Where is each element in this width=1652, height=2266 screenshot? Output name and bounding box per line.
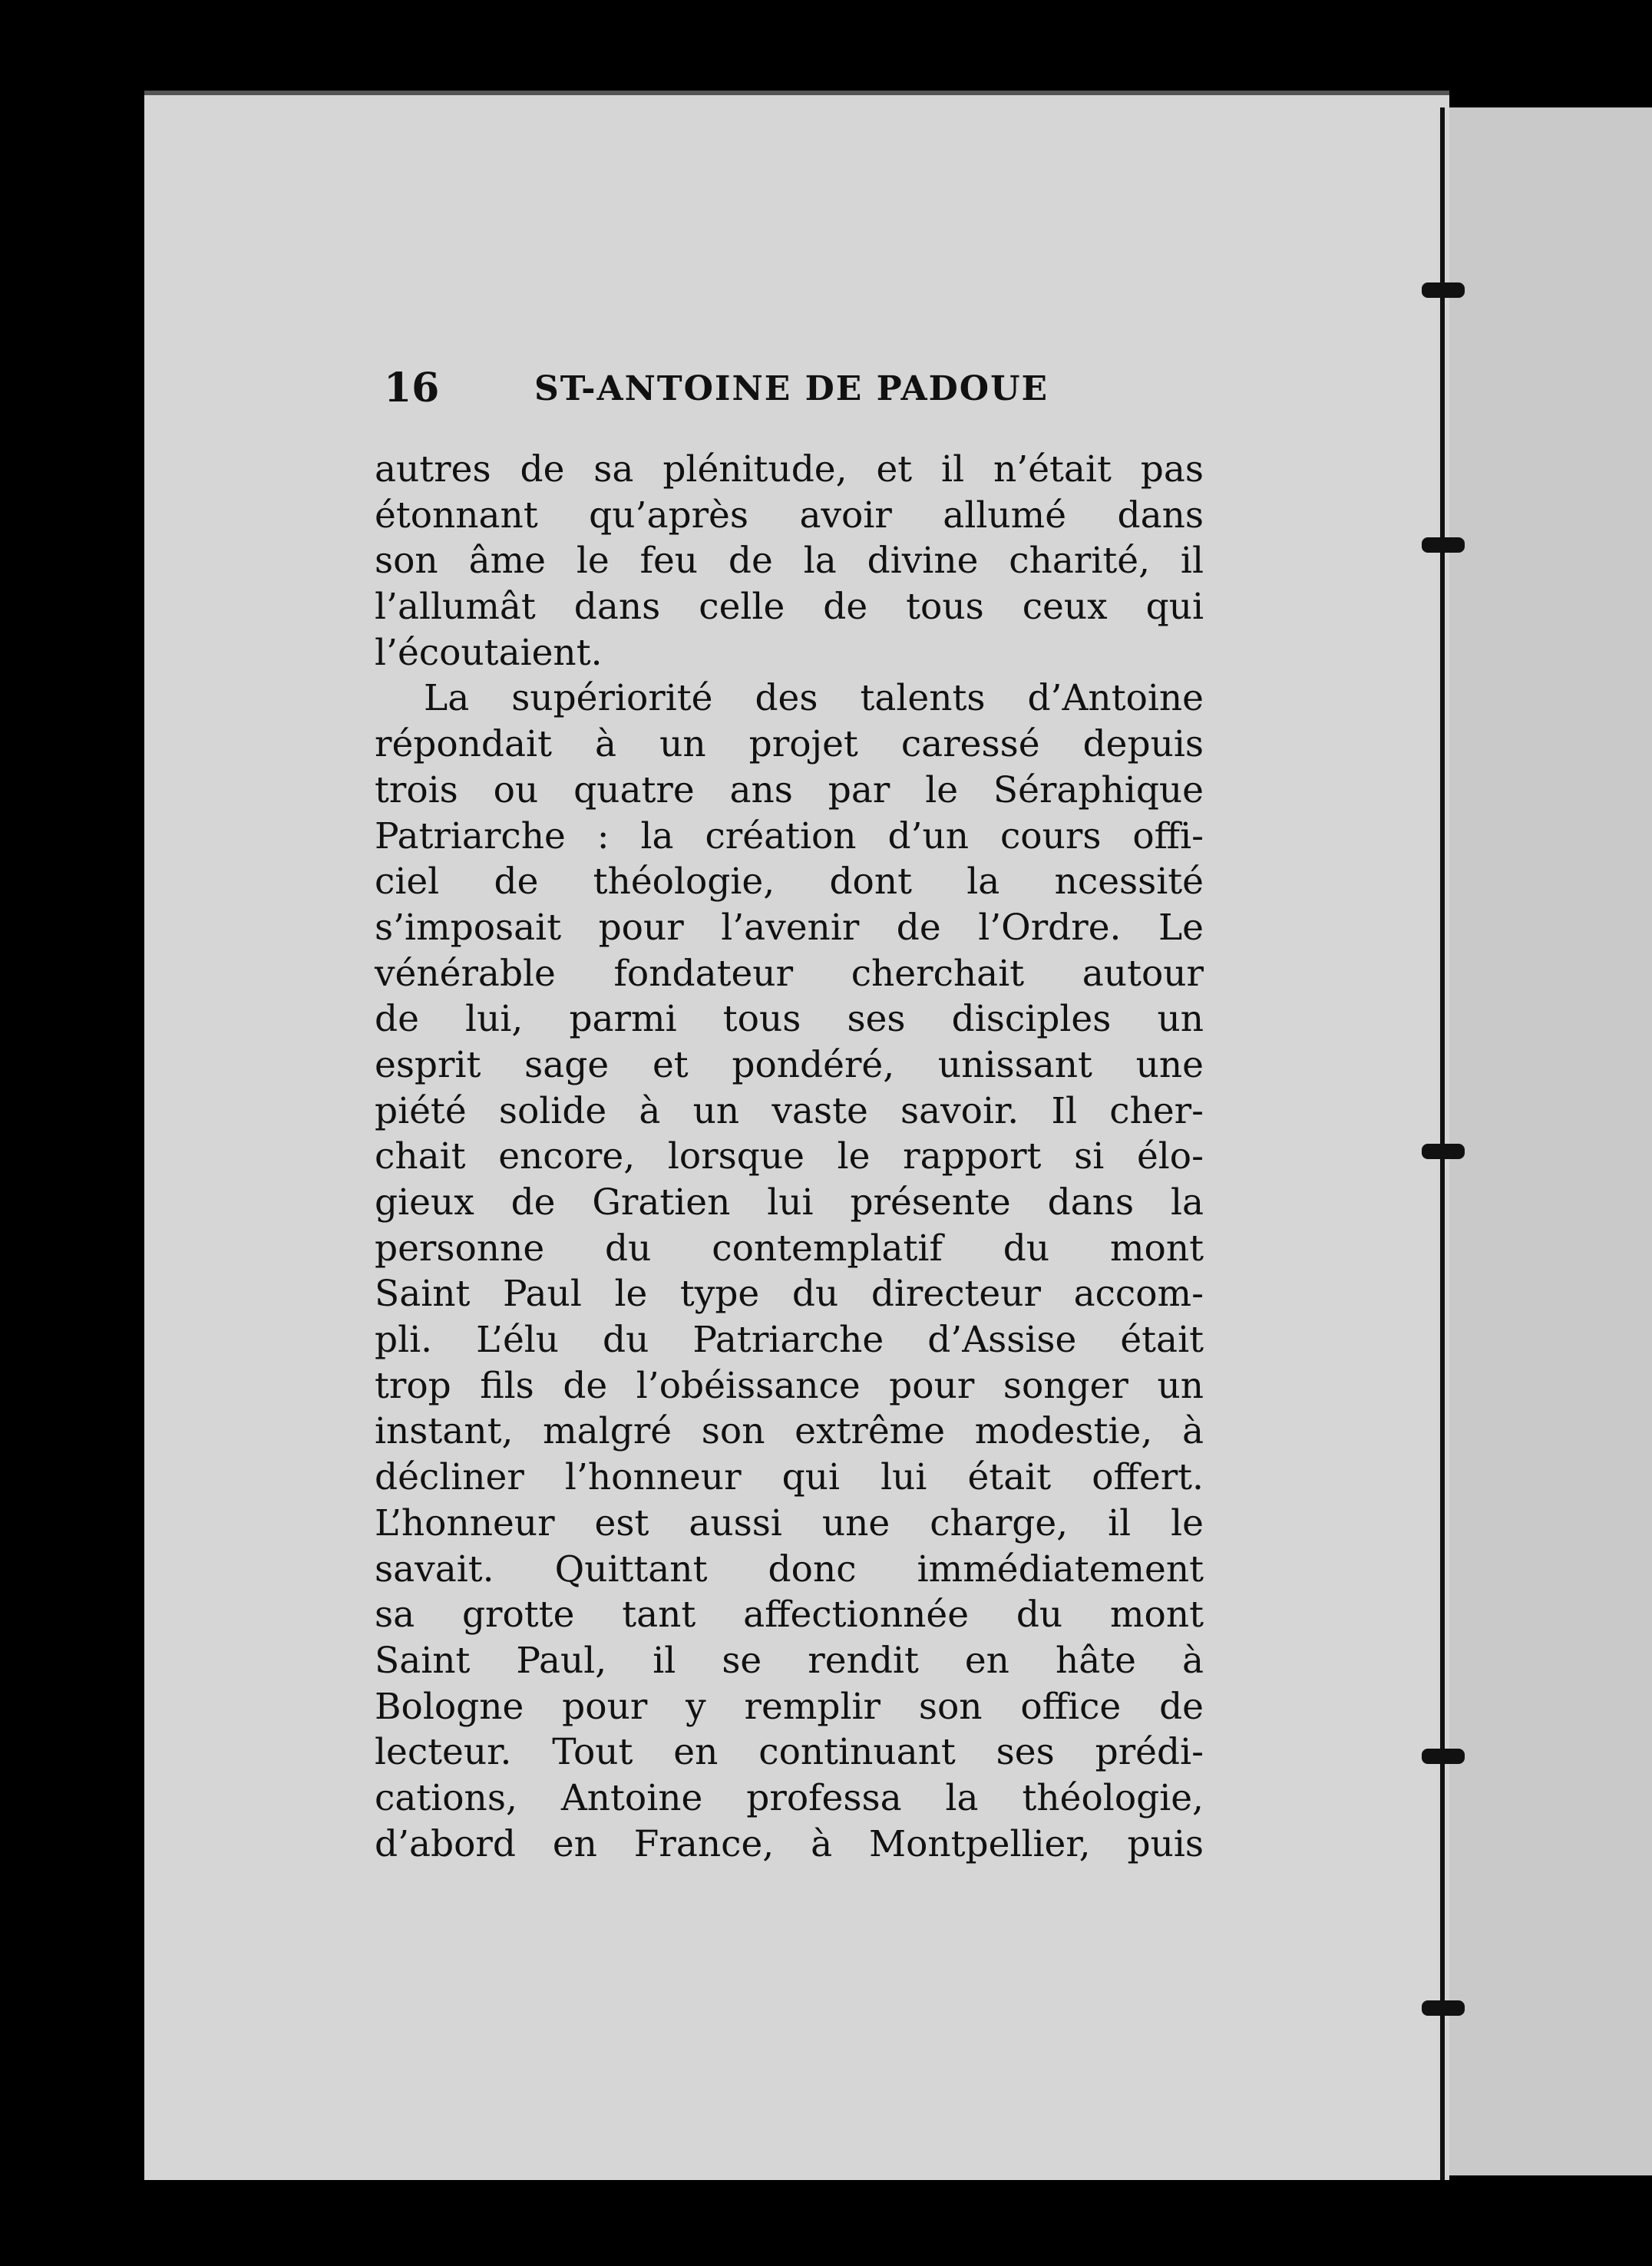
text-line: Patriarche : la création d’un cours offi-: [375, 814, 1204, 857]
text-line: étonnant qu’après avoir allumé dans: [375, 494, 1204, 537]
text-line: Bologne pour y remplir son office de: [375, 1685, 1204, 1728]
text-line: chait encore, lorsque le rapport si élo-: [375, 1135, 1204, 1178]
text-line: personne du contemplatif du mont: [375, 1227, 1204, 1270]
text-line: répondait à un projet caressé depuis: [375, 723, 1204, 766]
text-line: de lui, parmi tous ses disciples un: [375, 998, 1204, 1041]
binding-stitch: [1422, 1144, 1465, 1159]
text-line: d’abord en France, à Montpellier, puis: [375, 1822, 1204, 1865]
binding-stitch: [1422, 282, 1465, 298]
text-line: ciel de théologie, dont la ncessité: [375, 860, 1204, 903]
binding-stitch: [1422, 2000, 1465, 2016]
text-line: vénérable fondateur cherchait autour: [375, 952, 1204, 995]
binding-stitch: [1422, 537, 1465, 553]
text-line: savait. Quittant donc immédiatement: [375, 1548, 1204, 1590]
text-line: décliner l’honneur qui lui était offert.: [375, 1456, 1204, 1499]
text-line: cations, Antoine professa la théologie,: [375, 1776, 1204, 1819]
text-line: sa grotte tant affectionnée du mont: [375, 1594, 1204, 1637]
body-text: [375, 447, 1204, 1867]
text-line: autres de sa plénitude, et il n’était pas: [375, 448, 1204, 491]
text-line: Saint Paul le type du directeur accom-: [375, 1273, 1204, 1316]
text-line: son âme le feu de la divine charité, il: [375, 540, 1204, 583]
text-line: pli. L’élu du Patriarche d’Assise était: [375, 1319, 1204, 1362]
text-line: gieux de Gratien lui présente dans la: [375, 1181, 1204, 1224]
text-line: instant, malgré son extrême modestie, à: [375, 1410, 1204, 1453]
text-line: piété solide à un vaste savoir. Il cher-: [375, 1089, 1204, 1132]
text-line: s’imposait pour l’avenir de l’Ordre. Le: [375, 906, 1204, 949]
binding-stitch: [1422, 1749, 1465, 1764]
page-header: [384, 365, 1305, 411]
text-line: L’honneur est aussi une charge, il le: [375, 1501, 1204, 1544]
text-line: l’allumât dans celle de tous ceux qui: [375, 586, 1204, 629]
text-line: Saint Paul, il se rendit en hâte à: [375, 1639, 1204, 1682]
facing-page-edge: [1449, 107, 1652, 2175]
page-number: 16: [384, 365, 440, 411]
text-line: lecteur. Tout en continuant ses prédi-: [375, 1731, 1204, 1774]
text-line: esprit sage et pondéré, unissant une: [375, 1043, 1204, 1086]
text-line: l’écoutaient.: [375, 631, 603, 674]
text-line: trois ou quatre ans par le Séraphique: [375, 768, 1204, 811]
text-line: La supériorité des talents d’Antoine: [424, 677, 1204, 720]
running-title: ST-ANTOINE DE PADOUE: [534, 369, 1049, 408]
text-line: trop fils de l’obéissance pour songer un: [375, 1364, 1204, 1407]
